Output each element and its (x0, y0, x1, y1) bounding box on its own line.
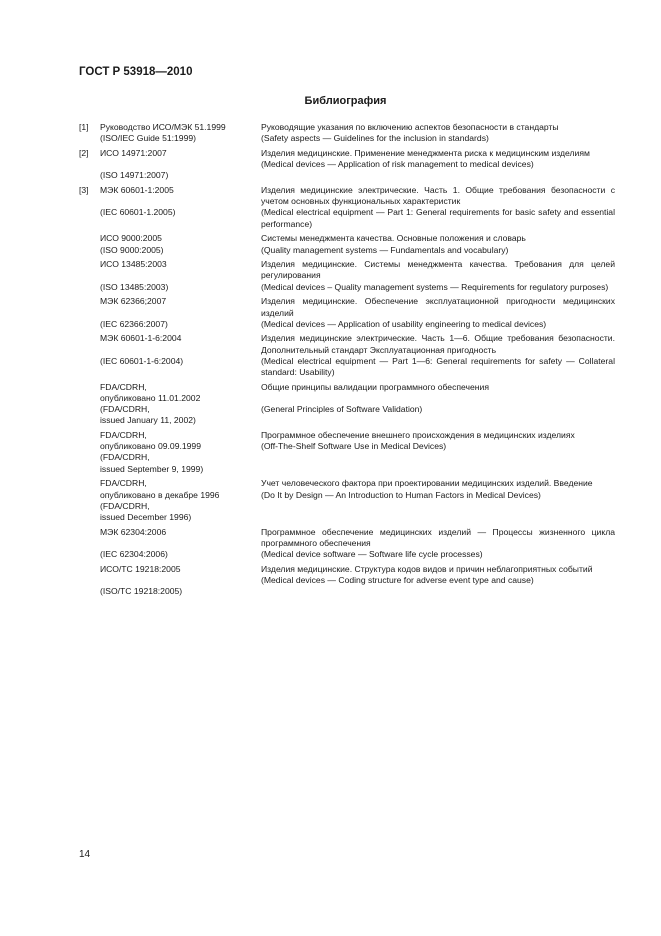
reference-spacer (100, 159, 261, 170)
entry-description (261, 148, 615, 182)
reference-spacer (100, 575, 261, 586)
document-code: ГОСТ Р 53918—2010 (79, 66, 193, 78)
bibliography-entry (79, 478, 615, 523)
bibliography-entry (79, 430, 615, 475)
bibliography-entry (79, 564, 615, 598)
reference-line: (IEC 62304:2006) (100, 549, 168, 560)
reference-line: (FDA/CDRH, (100, 500, 150, 511)
entry-reference (100, 527, 261, 561)
reference-line: опубликовано 09.09.1999 (100, 441, 201, 452)
reference-line: (ISO 9000:2005) (100, 244, 164, 255)
reference-line: FDA/CDRH, (100, 430, 147, 441)
reference-line: (IEC 60601-1.2005) (100, 207, 176, 218)
entry-reference (100, 382, 261, 427)
description-en: (Medical device software — Software life cycle processes) (261, 549, 483, 560)
description-en: (Medical electrical equipment — Part 1—6: General requirements for safety — Collateral standard: Usability) (261, 355, 615, 378)
reference-line: МЭК 62304:2006 (100, 526, 167, 537)
description-en: (Medical devices – Quality management systems — Requirements for regulatory purposes) (261, 281, 609, 292)
reference-spacer (100, 308, 261, 319)
description-ru: Учет человеческого фактора при проектировании медицинских изделий. Введение (261, 478, 593, 489)
description-en: (Do It by Design — An Introduction to Human Factors in Medical Devices) (261, 489, 541, 500)
reference-line: (ISO 13485:2003) (100, 281, 169, 292)
description-en: (Safety aspects — Guidelines for the inclusion in standards) (261, 133, 489, 144)
reference-line: ИСО 9000:2005 (100, 233, 162, 244)
entry-reference (100, 122, 261, 144)
entry-description (261, 478, 615, 523)
bibliography-entry (79, 233, 615, 255)
description-spacer (261, 393, 615, 404)
entry-number (79, 478, 100, 523)
bibliography-entry (79, 527, 615, 561)
reference-line: МЭК 62366;2007 (100, 296, 167, 307)
entry-reference (100, 296, 261, 330)
description-ru: Общие принципы валидации программного обеспечения (261, 381, 489, 392)
description-ru: Изделия медицинские электрические. Часть 1—6. Общие требования безопасности. Дополнительный стандарт Эксплуатационная пригодность (261, 333, 615, 355)
bibliography-entry (79, 185, 615, 230)
entry-description (261, 527, 615, 561)
reference-spacer (100, 270, 261, 281)
reference-line: (IEC 62366:2007) (100, 318, 168, 329)
description-ru: Программное обеспечение медицинских изделий — Процессы жизненного цикла программного обеспечения (261, 526, 615, 548)
entry-description (261, 564, 615, 598)
entry-number (79, 296, 100, 330)
description-ru: Изделия медицинские. Применение менеджмента риска к медицинским изделиям (261, 147, 590, 158)
entry-number (79, 333, 100, 378)
bibliography-entry (79, 259, 615, 293)
reference-line: МЭК 60601-1:2005 (100, 185, 174, 196)
reference-line: опубликовано в декабре 1996 (100, 489, 220, 500)
bibliography-list (79, 122, 615, 601)
entry-description (261, 185, 615, 230)
description-ru: Изделия медицинские. Структура кодов видов и причин неблагоприятных событий (261, 563, 593, 574)
reference-spacer (100, 538, 261, 549)
reference-line: (FDA/CDRH, (100, 452, 150, 463)
entry-description (261, 430, 615, 475)
reference-line: issued December 1996) (100, 512, 192, 522)
entry-reference (100, 185, 261, 230)
reference-spacer (100, 196, 261, 207)
entry-reference (100, 430, 261, 475)
description-ru: Изделия медицинские. Обеспечение эксплуатационной пригодности медицинских изделий (261, 296, 615, 318)
description-en: (Medical devices — Application of usability engineering to medical devices) (261, 318, 547, 329)
description-ru: Программное обеспечение внешнего происхождения в медицинских изделиях (261, 430, 575, 441)
entry-number: [2] (79, 147, 89, 158)
description-en: (Off-The-Shelf Software Use in Medical Devices) (261, 441, 447, 452)
entry-number: [1] (79, 122, 89, 132)
bibliography-entry (79, 382, 615, 427)
bibliography-entry (79, 333, 615, 378)
entry-description (261, 296, 615, 330)
entry-reference (100, 333, 261, 378)
reference-line: ИСО/ТС 19218:2005 (100, 563, 181, 574)
reference-line: (ISO/TC 19218:2005) (100, 586, 183, 597)
reference-line: (ISO/IEC Guide 51:1999) (100, 133, 197, 144)
reference-line: ИСО 13485:2003 (100, 259, 167, 270)
bibliography-entry (79, 296, 615, 330)
reference-line: FDA/CDRH, (100, 478, 147, 489)
entry-reference (100, 259, 261, 293)
reference-spacer (100, 345, 261, 356)
reference-line: опубликовано 11.01.2002 (100, 392, 201, 403)
entry-reference (100, 233, 261, 255)
entry-reference (100, 564, 261, 598)
entry-reference (100, 148, 261, 182)
entry-number (79, 564, 100, 598)
description-ru: Руководящие указания по включению аспектов безопасности в стандарты (261, 122, 559, 132)
reference-line: FDA/CDRH, (100, 381, 147, 392)
description-ru: Изделия медицинские электрические. Часть 1. Общие требования безопасности с учетом основных функциональных характеристик (261, 185, 615, 207)
entry-description (261, 333, 615, 378)
page-number: 14 (79, 849, 91, 860)
entry-number: [3] (79, 185, 89, 196)
bibliography-entry (79, 122, 615, 144)
entry-description (261, 233, 615, 255)
reference-line: (FDA/CDRH, (100, 404, 150, 415)
reference-line: (IEC 60601-1-6:2004) (100, 355, 184, 366)
description-en: (General Principles of Software Validation) (261, 404, 423, 415)
entry-reference (100, 478, 261, 523)
page-title: Библиография (304, 95, 387, 107)
bibliography-entry (79, 148, 615, 182)
entry-description (261, 382, 615, 427)
description-ru: Изделия медицинские. Системы менеджмента качества. Требования для целей регулирования (261, 259, 615, 281)
entry-number (79, 233, 100, 255)
description-en: (Medical devices — Application of risk management to medical devices) (261, 159, 534, 170)
entry-description (261, 122, 615, 144)
description-ru: Системы менеджмента качества. Основные положения и словарь (261, 233, 526, 244)
entry-number (79, 382, 100, 427)
description-en: (Quality management systems — Fundamentals and vocabulary) (261, 244, 509, 255)
entry-number (79, 259, 100, 293)
reference-line: Руководство ИСО/МЭК 51.1999 (100, 122, 226, 132)
entry-description (261, 259, 615, 293)
description-en: (Medical electrical equipment — Part 1: General requirements for basic safety and essential performance) (261, 207, 615, 229)
reference-line: (ISO 14971:2007) (100, 170, 169, 181)
entry-number (79, 527, 100, 561)
entry-number (79, 430, 100, 475)
description-en: (Medical devices — Coding structure for adverse event type and cause) (261, 575, 534, 586)
reference-line: issued September 9, 1999) (100, 463, 204, 474)
reference-line: МЭК 60601-1-6:2004 (100, 333, 182, 344)
reference-line: issued January 11, 2002) (100, 415, 196, 426)
reference-line: ИСО 14971:2007 (100, 147, 167, 158)
